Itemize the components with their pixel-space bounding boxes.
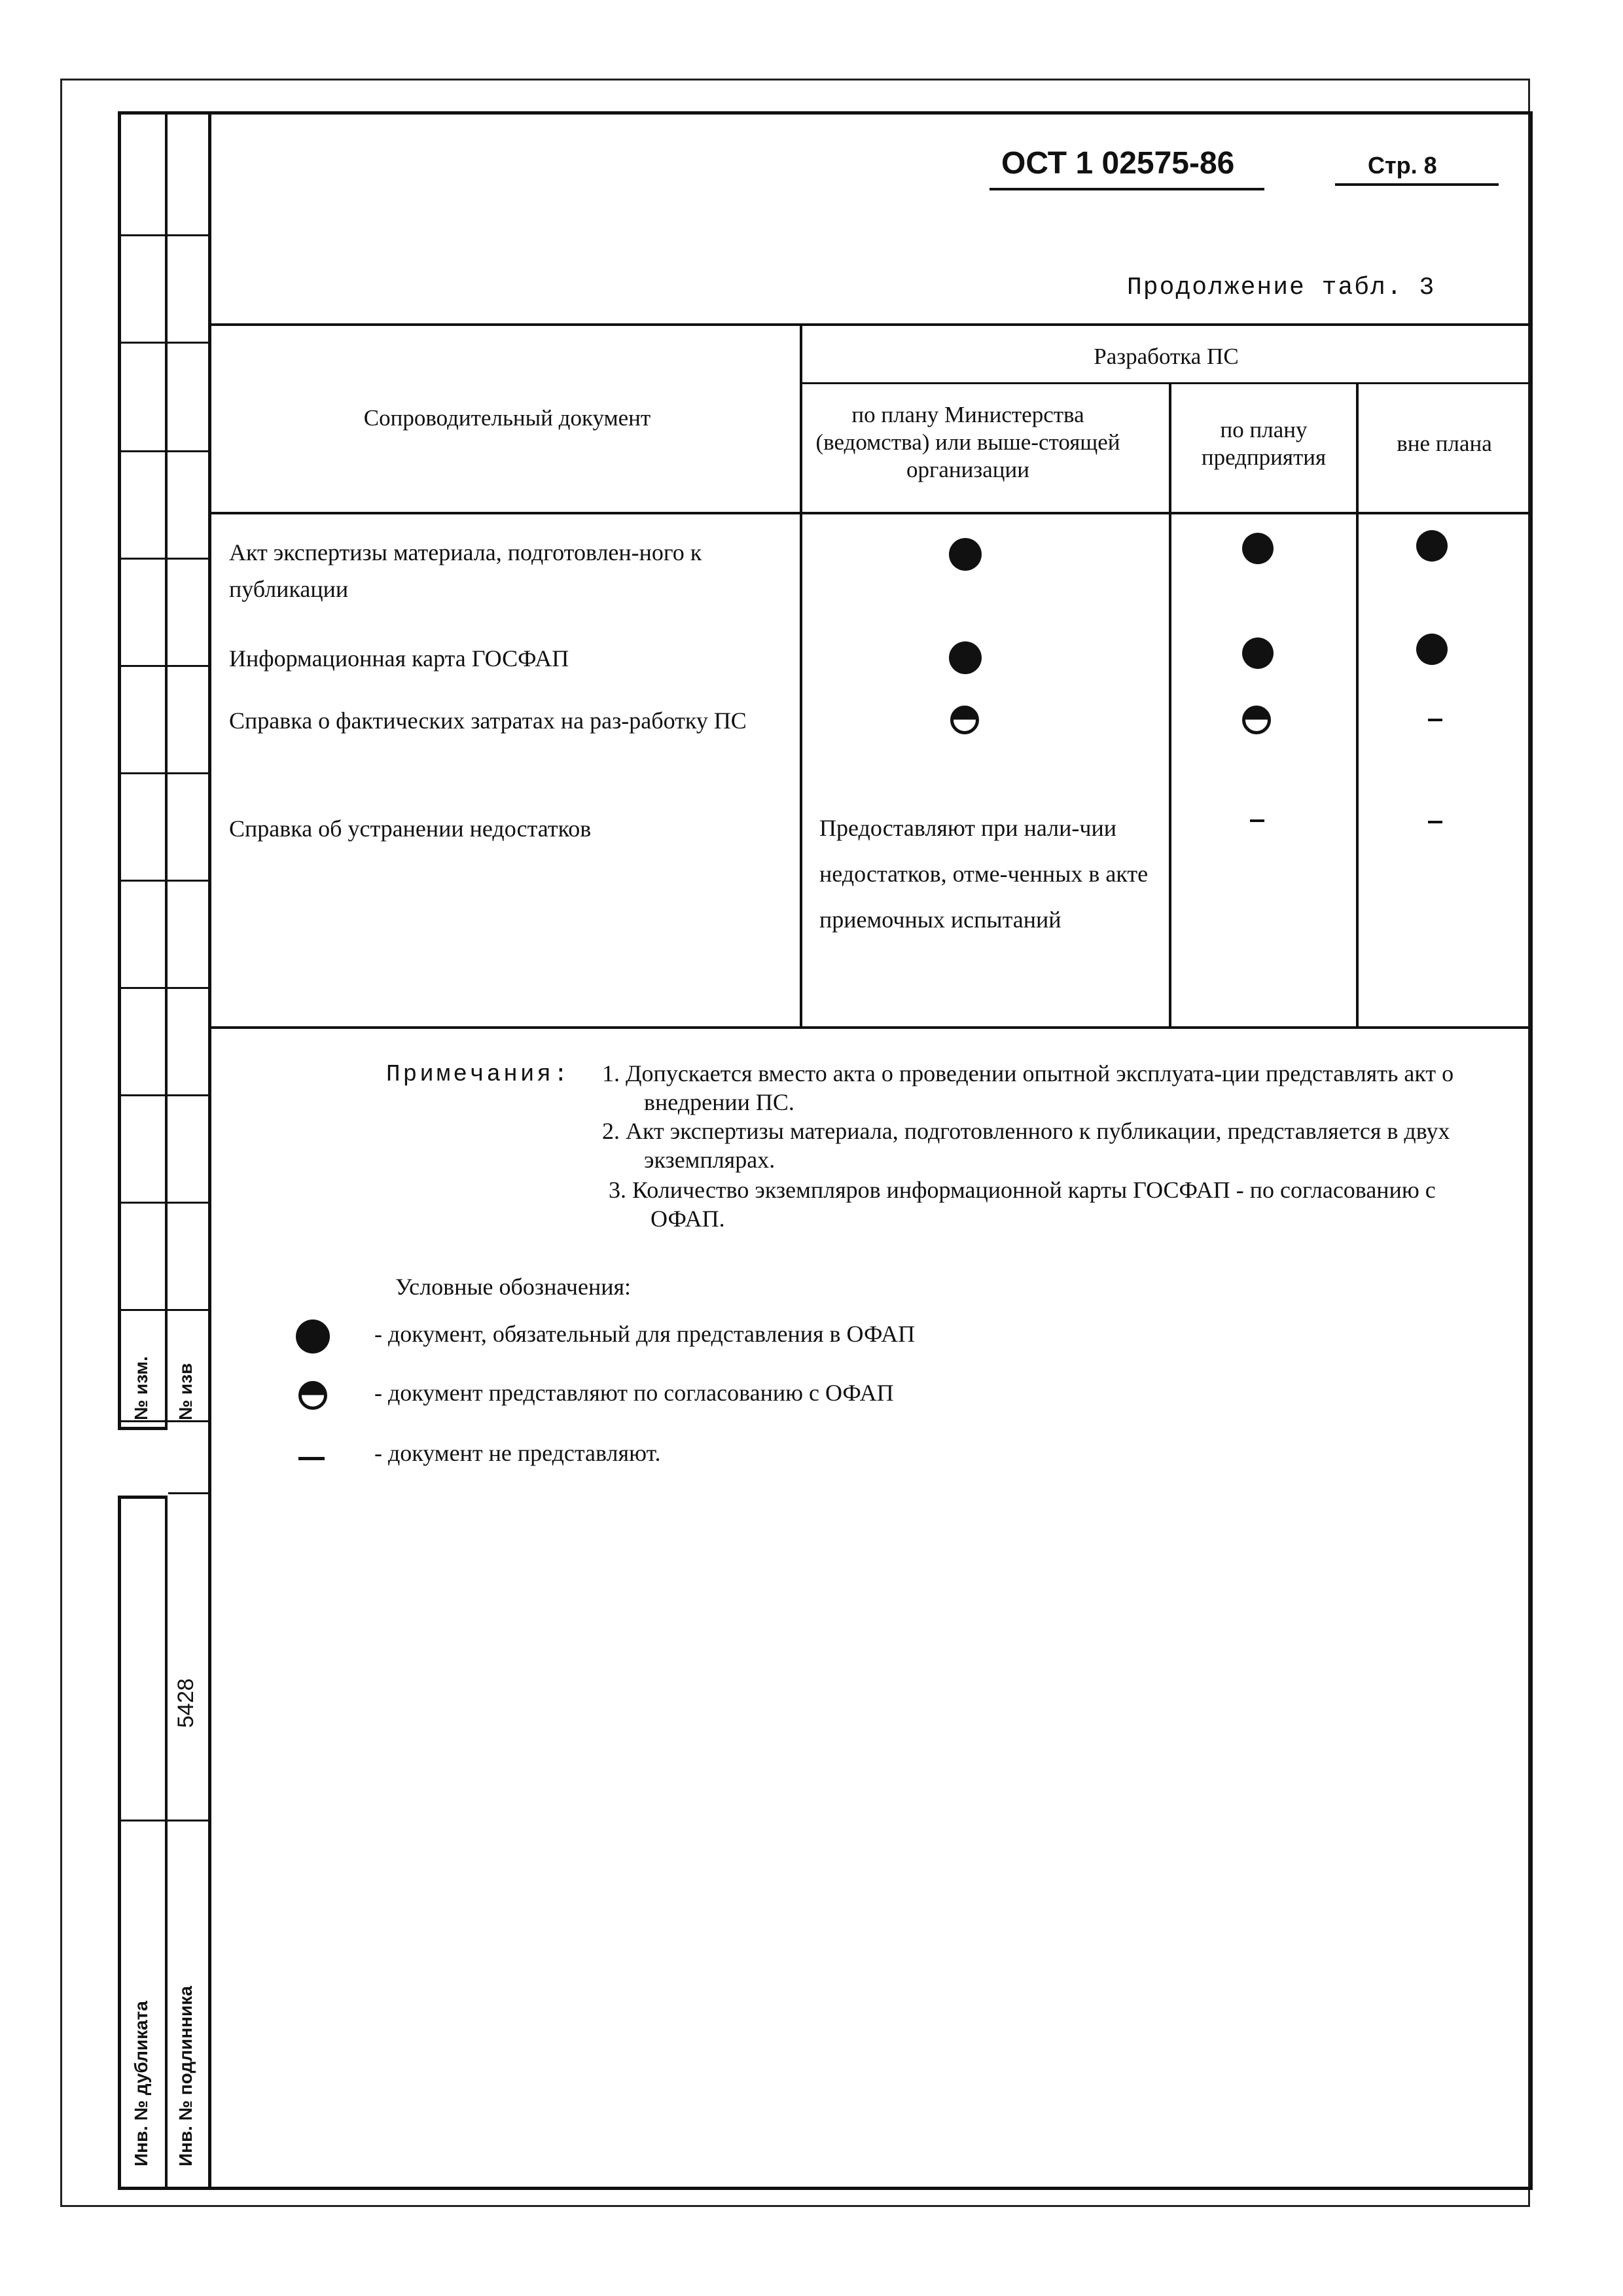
strip-gap-edge-bottom xyxy=(118,1496,168,1499)
by-agreement-mark xyxy=(950,706,979,734)
strip-gap-edge-top xyxy=(118,1427,168,1430)
not-submitted-mark xyxy=(1250,819,1264,822)
table-continuation-label: Продолжение табл. 3 xyxy=(1127,274,1436,302)
note-item-1: 1. Допускается вместо акта о проведении опытной эксплуата-ции представлять акт о внедрении ПС. xyxy=(602,1060,1454,1115)
legend-not-submitted-text: - документ не представляют. xyxy=(374,1440,661,1466)
strip-gap xyxy=(115,1430,168,1496)
strip-label-notice-no: № изв xyxy=(175,1363,196,1420)
legend-by-agreement-text: - документ представляют по согласованию с ОФАП xyxy=(374,1380,894,1406)
mandatory-mark xyxy=(949,538,982,571)
inventory-number: 5428 xyxy=(173,1678,198,1728)
doc-number-underline xyxy=(990,188,1264,190)
by-agreement-mark xyxy=(1242,706,1271,734)
row-doc-defects-certificate: Справка об устранении недостатков xyxy=(229,816,592,842)
header-unplanned: вне плана xyxy=(1397,431,1492,456)
header-ps-development: Разработка ПС xyxy=(1094,344,1239,369)
note-item-3: 3. Количество экземпляров информационной карты ГОСФАП - по согласованию с ОФАП. xyxy=(609,1177,1436,1232)
header-enterprise-plan: по плану предприятия xyxy=(1201,417,1327,470)
legend-by-agreement-icon xyxy=(298,1381,327,1410)
legend-title: Условные обозначения: xyxy=(395,1274,632,1300)
strip-label-original-inv: Инв. № подлинника xyxy=(175,1986,196,2166)
mandatory-mark xyxy=(1416,530,1448,562)
strip-label-duplicate-inv: Инв. № дубликата xyxy=(131,2001,151,2166)
strip-separators xyxy=(118,111,211,2190)
page-label: Стр. 8 xyxy=(1368,152,1437,179)
header-ministry-plan: по плану Министерства (ведомства) или выше-стоящей организации xyxy=(815,402,1120,482)
row-doc-info-card: Информационная карта ГОСФАП xyxy=(229,645,569,672)
row-doc-expertise-act: Акт экспертизы материала, подготовлен-ного к публикации xyxy=(229,539,702,602)
mandatory-mark xyxy=(1242,637,1274,669)
row-text-defects-note: Предоставляют при нали-чии недостатков, отме-ченных в акте приемочных испытаний xyxy=(819,815,1149,933)
note-item-2: 2. Акт экспертизы материала, подготовленного к публикации, представляется в двух экземплярах. xyxy=(602,1118,1450,1173)
legend-mandatory-icon xyxy=(296,1319,330,1354)
not-submitted-mark xyxy=(1428,719,1442,721)
mandatory-mark xyxy=(1242,533,1274,564)
page-label-underline xyxy=(1335,183,1499,186)
strip-label-change-no: № изм. xyxy=(131,1356,151,1420)
legend-not-submitted-icon xyxy=(298,1457,325,1460)
document-number: ОСТ 1 02575-86 xyxy=(1001,146,1235,181)
mandatory-mark xyxy=(1416,634,1448,665)
notes-title: Примечания: xyxy=(386,1061,571,1088)
not-submitted-mark xyxy=(1428,821,1442,823)
row-doc-costs-certificate: Справка о фактических затратах на раз-работку ПС xyxy=(229,708,747,734)
header-accompanying-document: Сопроводительный документ xyxy=(363,405,651,431)
legend-mandatory-text: - документ, обязательный для представления в ОФАП xyxy=(374,1321,916,1347)
mandatory-mark xyxy=(949,641,982,674)
